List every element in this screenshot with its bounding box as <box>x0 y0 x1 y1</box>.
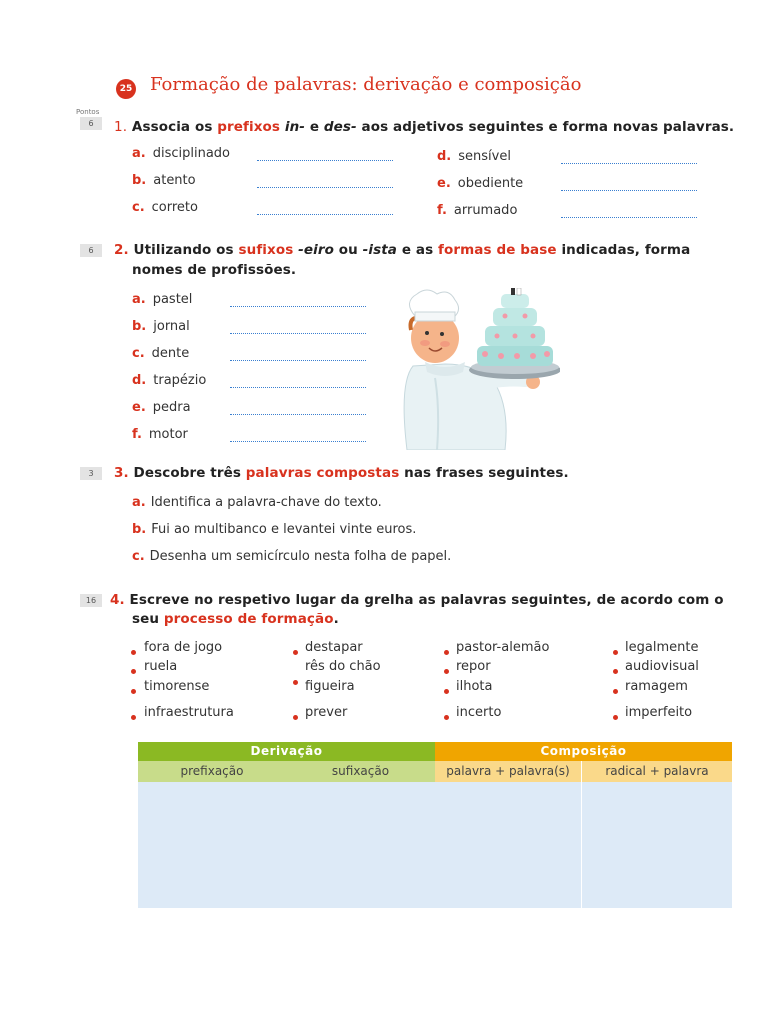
word-ruela: ruela <box>144 659 178 674</box>
q1-answer-line-f[interactable] <box>561 217 697 218</box>
grid-answer-area-left[interactable] <box>138 782 581 908</box>
q2-prompt-line2: nomes de profissões. <box>132 262 297 278</box>
q1-item-a: a. disciplinado <box>132 146 231 161</box>
lesson-number-badge: 25 <box>116 79 136 99</box>
grid-col-sufixacao: sufixação <box>331 764 390 778</box>
q2-item-b: b. jornal <box>132 319 190 334</box>
bullet <box>444 689 449 694</box>
q2-answer-line-e[interactable] <box>230 414 366 415</box>
q3-item-c: c. Desenha um semicírculo nesta folha de papel. <box>132 549 452 564</box>
word-res-do-chao: rês do chão <box>305 659 381 674</box>
q2-item-c: c. dente <box>132 346 190 361</box>
grid-col-prefixacao: prefixação <box>180 764 244 778</box>
grid-header-composicao: Composição <box>435 742 732 761</box>
q1-answer-line-a[interactable] <box>257 160 393 161</box>
q1-item-d: d. sensível <box>437 149 511 164</box>
bullet <box>613 715 618 720</box>
word-fora-de-jogo: fora de jogo <box>144 640 223 655</box>
bullet <box>444 715 449 720</box>
word-prever: prever <box>305 705 348 720</box>
word-imperfeito: imperfeito <box>625 705 693 720</box>
word-incerto: incerto <box>456 705 502 720</box>
grid-answer-area-right[interactable] <box>582 782 732 908</box>
q2-answer-line-b[interactable] <box>230 333 366 334</box>
q2-item-e: e. pedra <box>132 400 191 415</box>
q2-answer-line-a[interactable] <box>230 306 366 307</box>
bullet <box>131 715 136 720</box>
q4-prompt: 4. Escreve no respetivo lugar da grelha as palavras seguintes, de acordo com o <box>110 592 724 608</box>
bullet <box>293 680 298 685</box>
q2-score: 6 <box>80 244 102 257</box>
word-audiovisual: audiovisual <box>625 659 699 674</box>
bullet <box>613 669 618 674</box>
q1-answer-line-c[interactable] <box>257 214 393 215</box>
q4-prompt-line2: seu processo de formação. <box>132 611 339 627</box>
q2-prompt: 2. Utilizando os sufixos -eiro ou -ista e as formas de base indicadas, forma <box>114 242 691 258</box>
word-ilhota: ilhota <box>456 679 493 694</box>
grid-col-palavra-palavra: palavra + palavra(s) <box>435 761 582 782</box>
bullet <box>293 715 298 720</box>
q2-item-d: d. trapézio <box>132 373 207 388</box>
q3-item-a: a. Identifica a palavra-chave do texto. <box>132 495 382 510</box>
q1-score: 6 <box>80 117 102 130</box>
bullet <box>444 669 449 674</box>
q3-score: 3 <box>80 467 102 480</box>
q2-answer-line-d[interactable] <box>230 387 366 388</box>
q1-answer-line-d[interactable] <box>561 163 697 164</box>
q1-answer-line-b[interactable] <box>257 187 393 188</box>
q1-item-f: f. arrumado <box>437 203 518 218</box>
points-label: Pontos <box>76 108 100 116</box>
q4-score: 16 <box>80 594 102 607</box>
bullet <box>613 689 618 694</box>
grid-col-radical-palavra: radical + palavra <box>582 761 732 782</box>
q2-answer-line-f[interactable] <box>230 441 366 442</box>
q3-prompt: 3. Descobre três palavras compostas nas frases seguintes. <box>114 465 569 481</box>
q1-item-b: b. atento <box>132 173 196 188</box>
bullet <box>293 650 298 655</box>
grid-divider <box>581 782 582 908</box>
word-legalmente: legalmente <box>625 640 699 655</box>
bullet <box>444 650 449 655</box>
q2-item-a: a. pastel <box>132 292 193 307</box>
page-title: Formação de palavras: derivação e composição <box>150 74 582 95</box>
q3-item-b: b. Fui ao multibanco e levantei vinte euros. <box>132 522 417 537</box>
bullet <box>131 669 136 674</box>
bullet <box>131 689 136 694</box>
q1-item-e: e. obediente <box>437 176 524 191</box>
word-pastor-alemao: pastor-alemão <box>456 640 550 655</box>
word-timorense: timorense <box>144 679 210 694</box>
q2-answer-line-c[interactable] <box>230 360 366 361</box>
q1-prompt: 1. Associa os prefixos in- e des- aos adjetivos seguintes e forma novas palavras. <box>114 119 735 135</box>
word-infraestrutura: infraestrutura <box>144 705 234 720</box>
q1-answer-line-e[interactable] <box>561 190 697 191</box>
q2-item-f: f. motor <box>132 427 188 442</box>
chef-with-cake-illustration <box>385 288 560 450</box>
word-ramagem: ramagem <box>625 679 688 694</box>
classification-grid <box>138 742 732 908</box>
grid-header-derivacao: Derivação <box>138 742 435 761</box>
bullet <box>613 650 618 655</box>
q1-item-c: c. correto <box>132 200 198 215</box>
word-figueira: figueira <box>305 679 355 694</box>
word-destapar: destapar <box>305 640 363 655</box>
bullet <box>131 650 136 655</box>
word-repor: repor <box>456 659 491 674</box>
